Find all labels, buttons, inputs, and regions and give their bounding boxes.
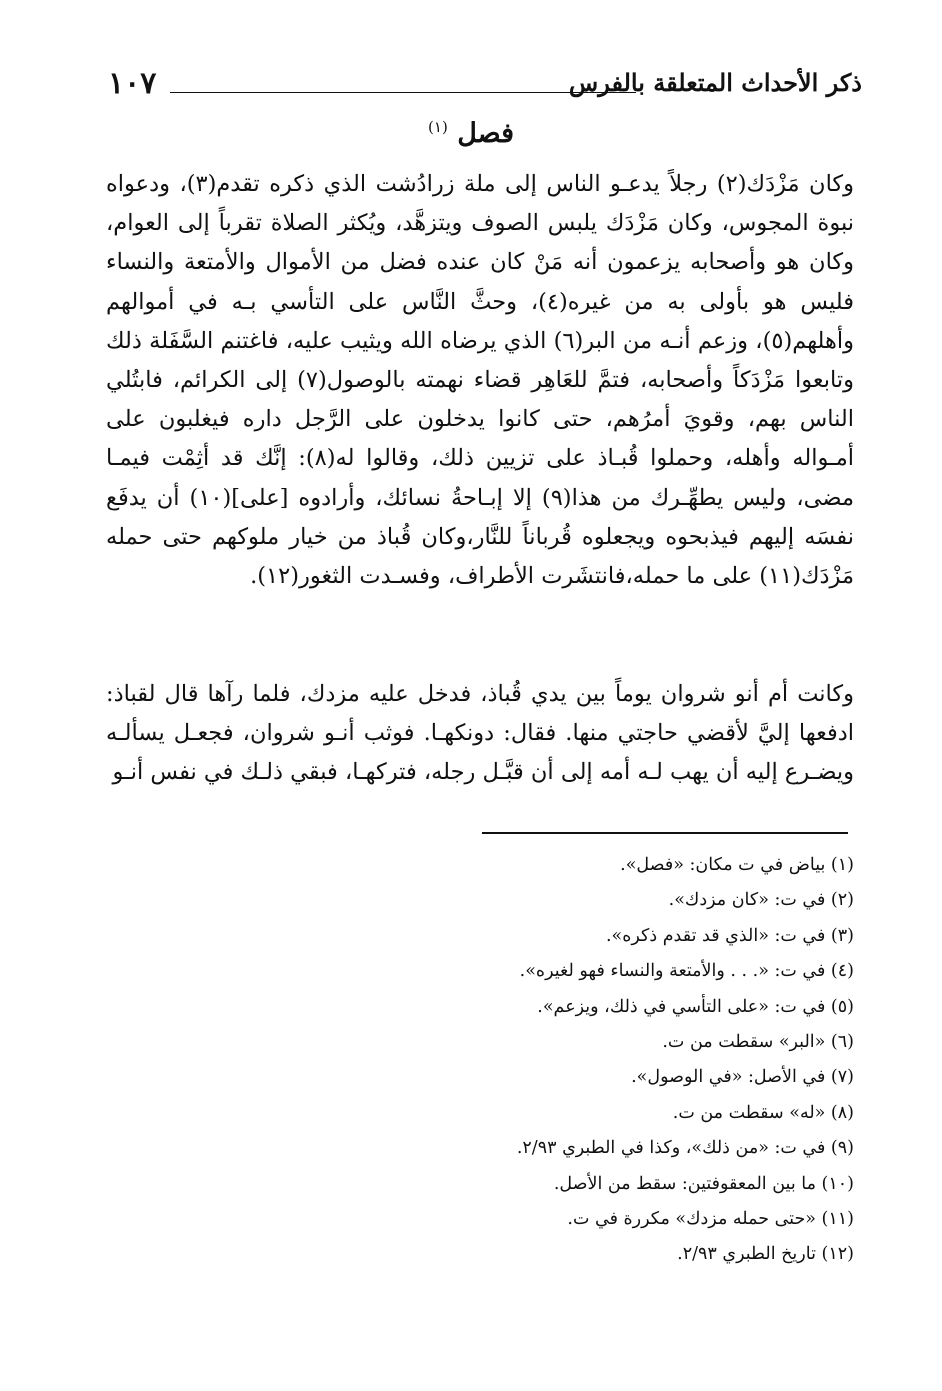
section-heading	[0, 118, 942, 149]
footnote-item: (٢) في ت: «كان مزدك».	[668, 890, 854, 911]
footnote-item: (٩) في ت: «من ذلك»، وكذا في الطبري ٢/٩٣.	[516, 1138, 854, 1159]
footnote-item: (٣) في ت: «الذي قد تقدم ذكره».	[605, 925, 854, 946]
footnote-item: (١١) «حتى حمله مزدك» مكررة في ت.	[567, 1209, 854, 1230]
body-paragraph-2	[106, 675, 854, 793]
footnote-item: (١٠) ما بين المعقوفتين: سقط من الأصل.	[553, 1173, 854, 1194]
running-title: ذكر الأحداث المتعلقة بالفرس	[568, 68, 862, 97]
footnote-item: (٧) في الأصل: «في الوصول».	[631, 1067, 854, 1088]
footnote-rule	[482, 832, 848, 834]
section-heading-footnote-ref: (١)	[428, 118, 448, 136]
footnotes-list	[434, 848, 854, 1273]
section-heading-text: فصل	[457, 118, 514, 149]
body-paragraph-2-text: وكانت أم أنو شروان يوماً بين يدي قُباذ، فدخل عليه مزدك، فلما رآها قال لقباذ: ادفعها إليَّ لأقضي حاجتي منها. فقال: دونكهـا. فوثب أنـو شروان، فجعـل يسألـه ويضـرع إليه أن يهب لـه أمه إلى أن قبَّـل رجله، فتركهـا، فبقي ذلـك في نفس أنـو	[106, 681, 854, 786]
running-header	[108, 68, 862, 108]
body-paragraph-1	[106, 165, 854, 596]
footnote-item: (١٢) تاريخ الطبري ٢/٩٣.	[677, 1244, 854, 1265]
header-rule	[170, 92, 636, 93]
page-number: ١٠٧	[108, 66, 157, 101]
footnote-item: (٤) في ت: «. . . والأمتعة والنساء فهو لغيره».	[519, 961, 854, 982]
footnote-item: (٨) «له» سقطت من ت.	[672, 1102, 854, 1123]
body-paragraph-1-text: وكان مَزْدَك(٢) رجلاً يدعـو الناس إلى ملة زرادُشت الذي ذكره تقدم(٣)، ودعواه نبوة المجوس، وكان مَزْدَك يلبس الصوف ويتزهَّد، ويُكثر الصلاة تقرباً إلى العوام، وكان هو وأصحابه يزعمون أنه مَنْ كان عنده فضل من الأموال والأمتعة والنساء فليس هو بأولى به من غيره(٤)، وحثَّ النَّاس على التأسي بـه في أموالهم وأهلهم(٥)، وزعم أنـه من البر(٦) الذي يرضاه الله ويثيب عليه، فاغتنم السَّفَلة ذلك وتابعوا مَزْدَكاً وأصحابه، فتمَّ للعَاهِر قضاء نهمته بالوصول(٧) إلى الكرائم، فابتُلي الناس بهم، وقويَ أمرُهم، حتى كانوا يدخلون على الرَّجل داره فيغلبون على أمـواله وأهله، وحملوا قُبـاذ على تزيين ذلك، وقالوا له(٨): إنَّك قد أثِمْت فيمـا مضى، وليس يطهِّـرك من هذا(٩) إلا إبـاحةُ نسائك، وأرادوه [على](١٠) أن يدفَع نفسَه إليهم فيذبحوه ويجعلوه قُرباناً للنَّار،وكان قُباذ من خيار ملوكهم حتى حمله مَزْدَك(١١) على ما حمله،فانتشَرت الأطراف، وفسـدت الثغور(١٢).	[106, 171, 855, 590]
footnote-item: (١) بياض في ت مكان: «فصل».	[620, 855, 854, 875]
footnote-item: (٥) في ت: «على التأسي في ذلك، ويزعم».	[537, 996, 854, 1017]
footnote-item: (٦) «البر» سقطت من ت.	[662, 1032, 854, 1053]
